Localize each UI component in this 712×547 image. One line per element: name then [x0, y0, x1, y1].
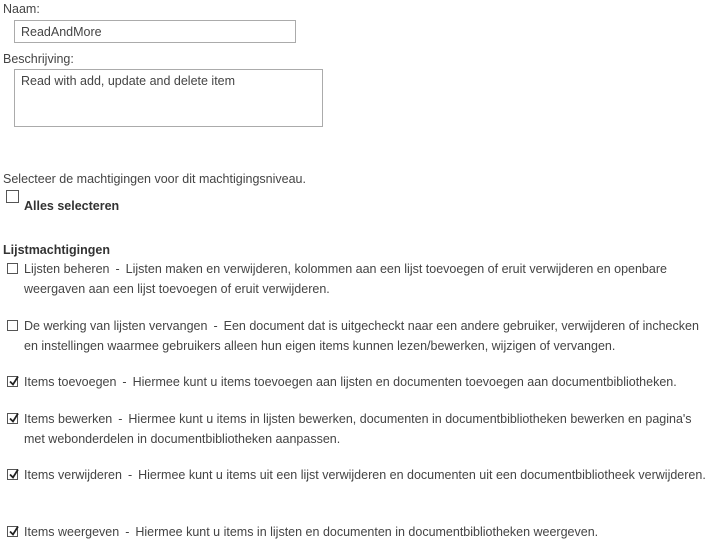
permission-name: Items toevoegen: [24, 375, 117, 389]
permission-description: Een document dat is uitgecheckt naar een andere gebruiker, verwijderen of inchecken en instellingen waarmee gebruikers alleen hun eigen items kunnen lezen/bewerken, wijzigen of vervangen.: [24, 319, 699, 353]
permission-description: Hiermee kunt u items in lijsten en documenten in documentbibliotheken weergeven.: [135, 525, 599, 539]
permission-item: [24, 465, 712, 485]
name-label: Naam:: [3, 2, 40, 16]
checkmark-icon: [9, 375, 19, 387]
permission-separator: -: [213, 319, 218, 333]
permission-name: Lijsten beheren: [24, 262, 110, 276]
permission-name: De werking van lijsten vervangen: [24, 319, 208, 333]
permission-item: [24, 316, 712, 356]
permission-checkbox[interactable]: [7, 413, 18, 424]
permission-separator: -: [122, 375, 127, 389]
select-all-label: Alles selecteren: [24, 199, 120, 213]
permission-separator: -: [125, 525, 130, 539]
permission-name: Items verwijderen: [24, 468, 122, 482]
permission-separator: -: [115, 262, 120, 276]
permission-checkbox[interactable]: [7, 263, 18, 274]
permission-item: [24, 409, 712, 449]
permission-description: Hiermee kunt u items toevoegen aan lijsten en documenten toevoegen aan documentbibliotheken.: [132, 375, 677, 389]
name-input[interactable]: [14, 20, 296, 43]
permission-separator: -: [127, 468, 133, 482]
select-all-checkbox[interactable]: [6, 190, 19, 203]
permission-description: Lijsten maken en verwijderen, kolommen aan een lijst toevoegen of eruit verwijderen en openbare weergaven aan een lijst toevoegen of eruit verwijderen.: [24, 262, 667, 296]
permission-item: [24, 259, 712, 299]
description-textarea[interactable]: Read with add, update and delete item: [14, 69, 323, 127]
permission-checkbox[interactable]: [7, 320, 18, 331]
permission-description: Hiermee kunt u items uit een lijst verwijderen en documenten uit een documentbibliotheek verwijderen.: [138, 468, 706, 482]
checkmark-icon: [9, 468, 19, 480]
checkmark-icon: [9, 525, 19, 537]
description-label: Beschrijving:: [3, 52, 74, 66]
permission-checkbox[interactable]: [7, 376, 18, 387]
permission-name: Items weergeven: [24, 525, 120, 539]
permission-checkbox[interactable]: [7, 526, 18, 537]
permission-checkbox[interactable]: [7, 469, 18, 480]
permission-name: Items bewerken: [24, 412, 113, 426]
permission-item: [24, 522, 712, 542]
permission-separator: -: [118, 412, 123, 426]
permission-description: Hiermee kunt u items in lijsten bewerken, documenten in documentbibliotheken bewerken en pagina's met webonderdelen in documentbibliotheken aanpassen.: [24, 412, 692, 446]
checkmark-icon: [9, 412, 19, 424]
permission-item: [24, 372, 712, 392]
permissions-intro: Selecteer de machtigingen voor dit machtigingsniveau.: [3, 172, 306, 186]
section-title: Lijstmachtigingen: [3, 243, 110, 257]
